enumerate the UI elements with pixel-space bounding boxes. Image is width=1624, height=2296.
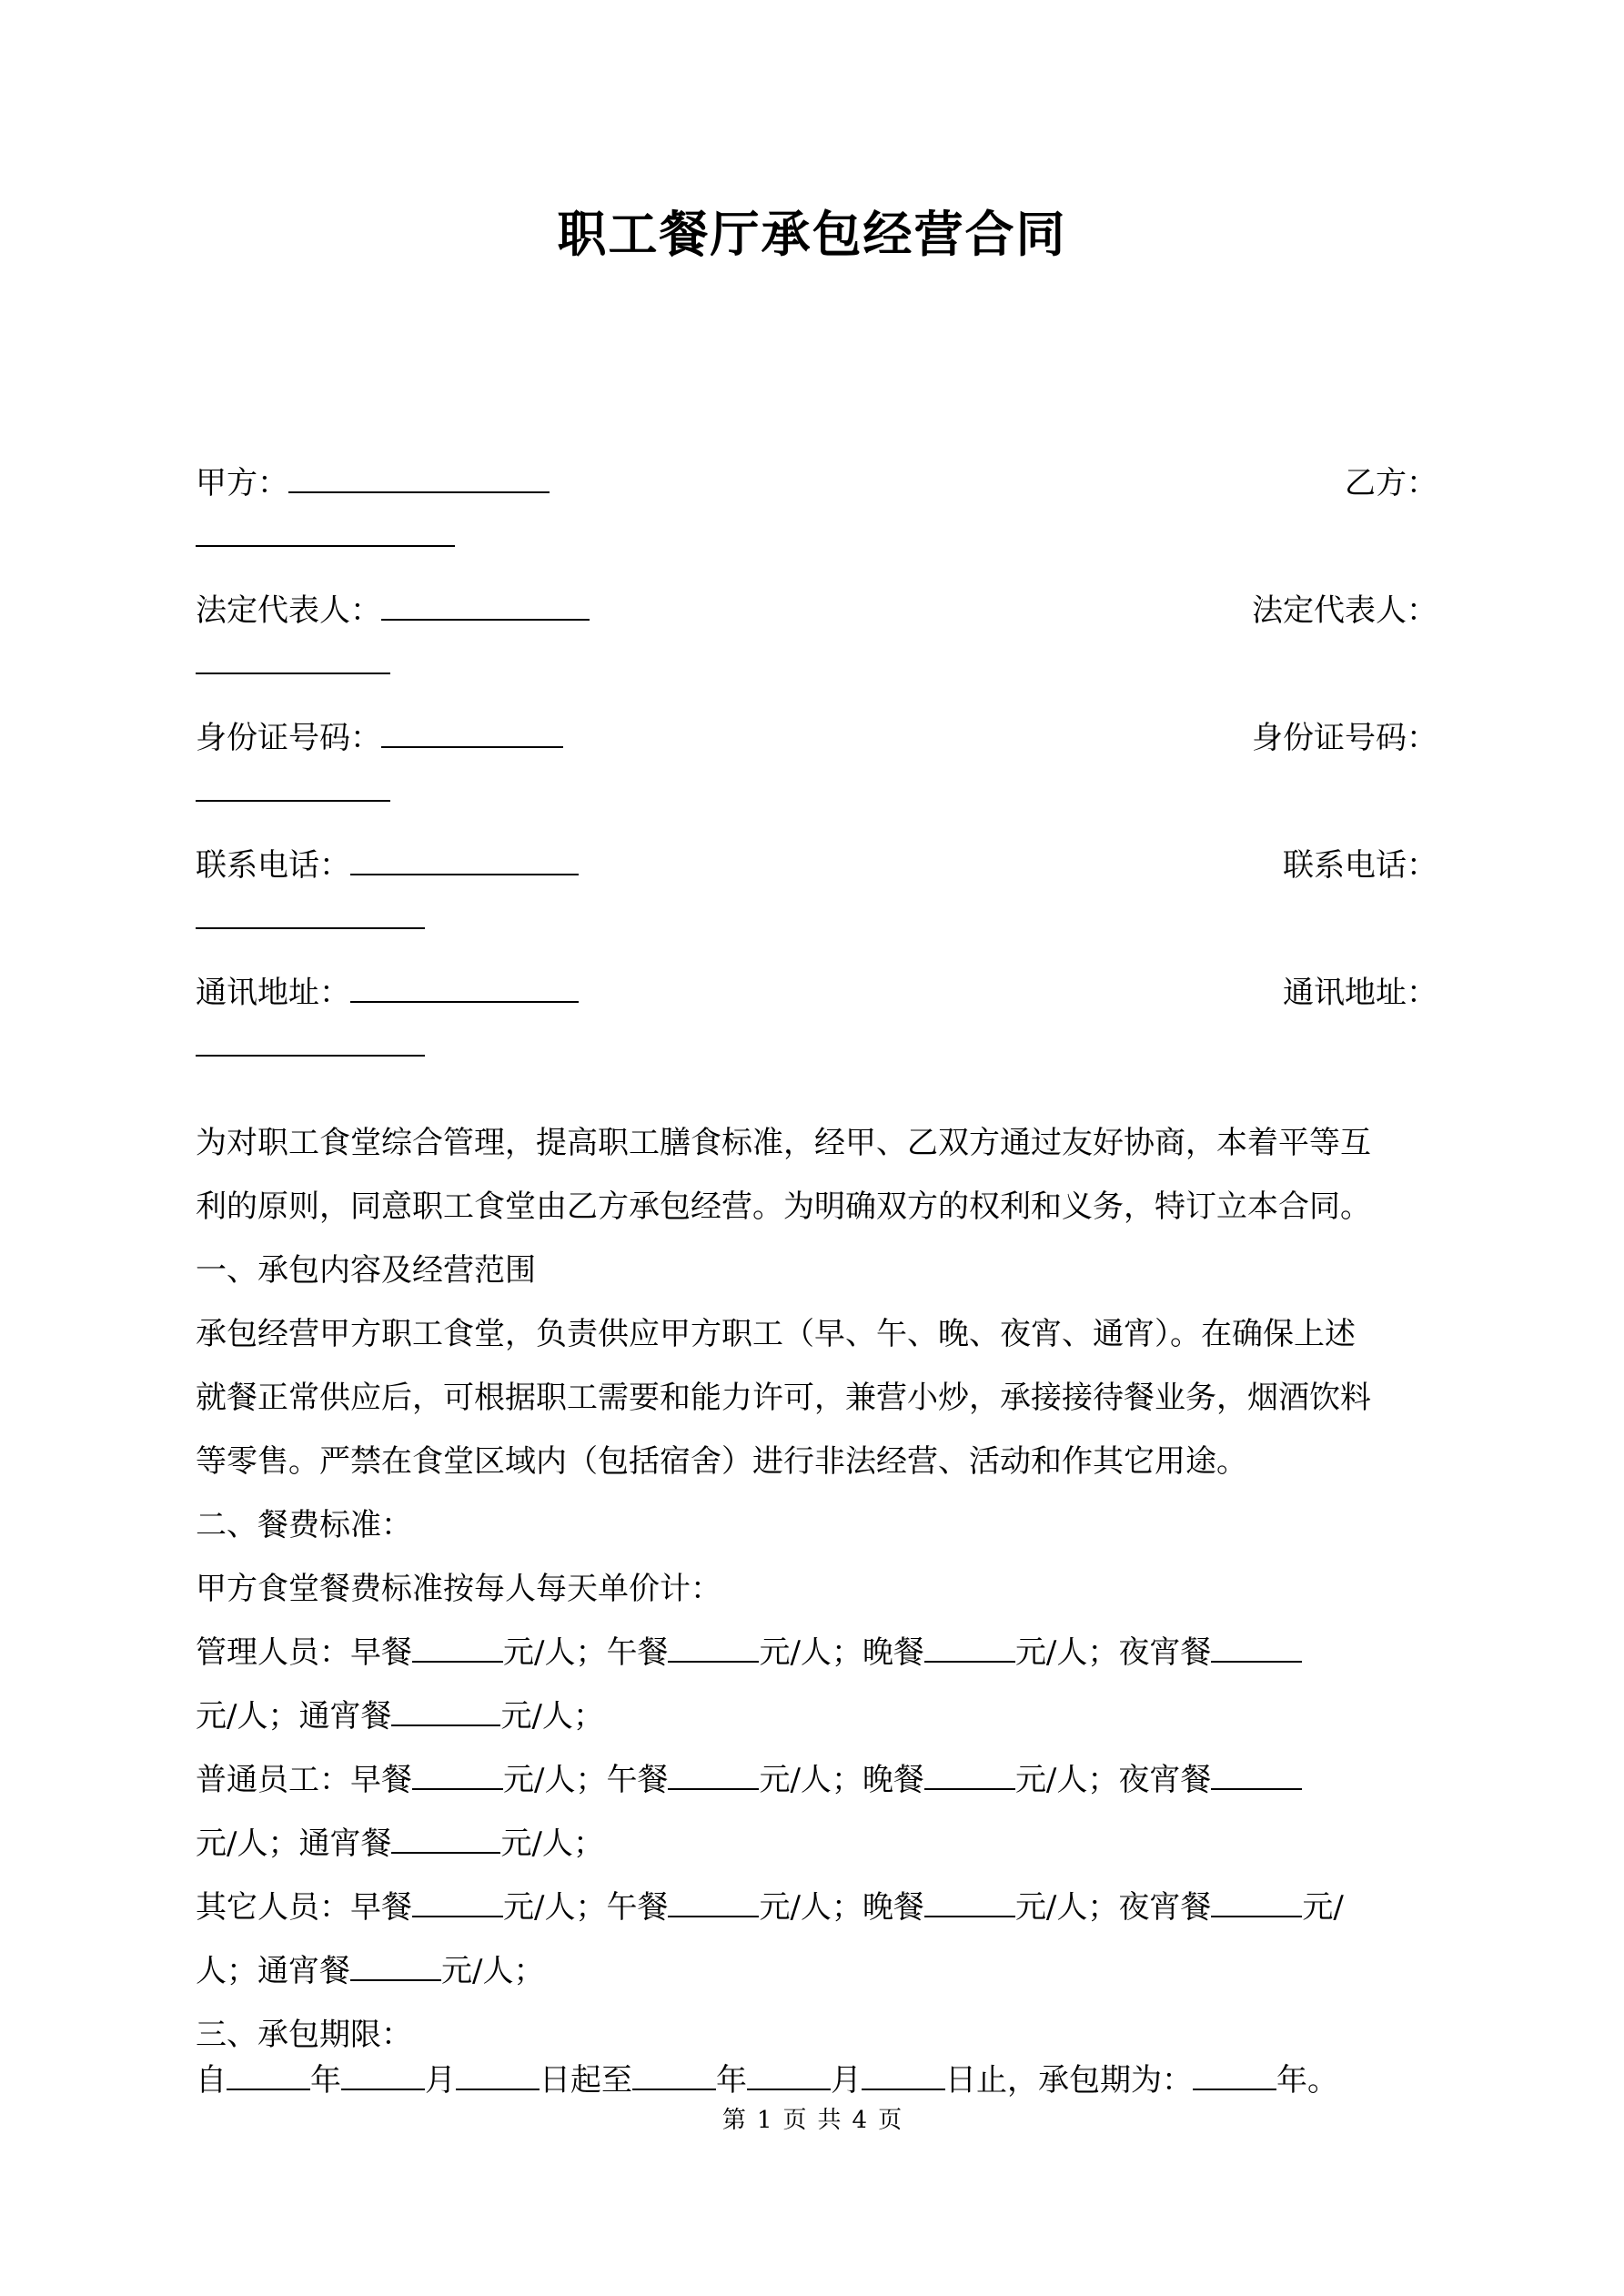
section2-intro: 甲方食堂餐费标准按每人每天单价计： [196, 1571, 721, 1607]
phone-b-blank [196, 900, 425, 929]
managers-breakfast-blank [412, 1633, 503, 1663]
document-title: 职工餐厅承包经营合同 [557, 205, 1067, 263]
term-line [196, 2058, 1437, 2102]
rep-a-blank [381, 592, 590, 621]
late-meal-label: 夜宵餐 [1118, 1634, 1212, 1671]
managers-label: 管理人员： [196, 1634, 350, 1671]
section2-heading: 二、餐费标准： [196, 1507, 412, 1543]
section3-heading: 三、承包期限： [196, 2017, 412, 2053]
preamble-line-2: 利的原则，同意职工食堂由乙方承包经营。为明确双方的权利和义务，特订立本合同。 [196, 1188, 1371, 1225]
staff-line-2 [196, 1822, 1437, 1866]
managers-lunch-blank [668, 1633, 759, 1663]
unit-label: 元/人 [500, 1698, 573, 1735]
party-b-continuation [196, 515, 1437, 559]
rep-a-label: 法定代表人： [196, 592, 381, 629]
start-year-blank [227, 2061, 310, 2090]
dinner-label: 晚餐 [862, 1762, 924, 1798]
managers-dinner-blank [924, 1633, 1015, 1663]
year-end-label: 年。 [1276, 2062, 1338, 2099]
total-unit: 页 [878, 2107, 903, 2134]
page-word: 第 [721, 2107, 746, 2134]
others-lunch-blank [668, 1888, 759, 1917]
rep-b-continuation [196, 642, 1437, 686]
lunch-label: 午餐 [606, 1634, 669, 1671]
phone-a-blank [350, 846, 579, 875]
unit-label: 元/人 [759, 1889, 832, 1926]
month-label: 月 [831, 2062, 862, 2099]
phone-b-continuation [196, 897, 1437, 941]
others-dinner-blank [924, 1888, 1015, 1917]
breakfast-label: 早餐 [350, 1889, 412, 1926]
party-a-blank [288, 464, 550, 493]
managers-overnight-blank [391, 1697, 500, 1726]
day-end-label: 日止，承包期为： [945, 2062, 1193, 2099]
unit-end: 人； [196, 1953, 257, 1989]
address-a-label: 通讯地址： [196, 975, 350, 1011]
phone-a-line [196, 844, 1437, 887]
unit-label: 元/人 [500, 1826, 573, 1862]
address-b-blank [196, 1027, 425, 1057]
separator: ； [267, 1698, 299, 1735]
overnight-label: 通宵餐 [298, 1826, 392, 1862]
lunch-label: 午餐 [606, 1889, 669, 1926]
separator: ； [831, 1889, 862, 1926]
dinner-label: 晚餐 [862, 1634, 924, 1671]
total-word: 共 [817, 2107, 842, 2134]
breakfast-label: 早餐 [350, 1634, 412, 1671]
party-b-blank [196, 518, 455, 547]
id-a-label: 身份证号码： [196, 720, 381, 756]
party-a-line [196, 461, 1437, 505]
unit-label: 元/人 [196, 1826, 268, 1862]
separator: ； [267, 1826, 299, 1862]
rep-b-blank [196, 645, 390, 674]
managers-late-blank [1211, 1633, 1302, 1663]
rep-b-label: 法定代表人： [1252, 592, 1437, 629]
staff-lunch-blank [668, 1761, 759, 1790]
separator: ； [1087, 1634, 1119, 1671]
dinner-label: 晚餐 [862, 1889, 924, 1926]
late-meal-label: 夜宵餐 [1118, 1889, 1212, 1926]
unit-label: 元/人 [1014, 1889, 1088, 1926]
end-day-blank [862, 2061, 945, 2090]
separator: ； [513, 1953, 545, 1989]
month-label: 月 [425, 2062, 456, 2099]
staff-overnight-blank [391, 1825, 500, 1854]
staff-late-blank [1211, 1761, 1302, 1790]
staff-label: 普通员工： [196, 1762, 350, 1798]
start-day-blank [456, 2061, 540, 2090]
end-month-blank [747, 2061, 831, 2090]
total-pages: 4 [852, 2107, 868, 2134]
phone-b-label: 联系电话： [1283, 847, 1437, 884]
unit-label: 元/人 [441, 1953, 514, 1989]
others-label: 其它人员： [196, 1889, 350, 1926]
id-b-label: 身份证号码： [1252, 720, 1437, 756]
separator: ； [575, 1762, 607, 1798]
separator: ； [831, 1634, 862, 1671]
party-b-label: 乙方： [1345, 465, 1437, 501]
section1-line-1: 承包经营甲方职工食堂，负责供应甲方职工（早、午、晚、夜宵、通宵）。在确保上述 [196, 1316, 1356, 1352]
unit-label: 元/人 [503, 1634, 576, 1671]
page-unit: 页 [782, 2107, 807, 2134]
others-line-1 [196, 1886, 1437, 1929]
end-year-blank [632, 2061, 716, 2090]
separator: ； [572, 1698, 604, 1735]
staff-breakfast-blank [412, 1761, 503, 1790]
year-label: 年 [716, 2062, 747, 2099]
id-a-blank [381, 719, 563, 748]
others-line-2 [196, 1949, 1437, 1993]
address-a-line [196, 971, 1437, 1015]
phone-a-label: 联系电话： [196, 847, 350, 884]
unit-label: 元/人 [1014, 1762, 1088, 1798]
unit-label: 元/人 [1014, 1634, 1088, 1671]
unit-label: 元/人 [503, 1889, 576, 1926]
page-footer [0, 2104, 1624, 2137]
id-b-continuation [196, 770, 1437, 814]
from-label: 自 [196, 2062, 227, 2099]
day-to-label: 日起至 [540, 2062, 632, 2099]
separator: ； [831, 1762, 862, 1798]
section1-heading: 一、承包内容及经营范围 [196, 1252, 536, 1289]
managers-line-2 [196, 1694, 1437, 1738]
managers-line-1 [196, 1631, 1437, 1674]
separator: ； [575, 1634, 607, 1671]
separator: ； [1087, 1762, 1119, 1798]
lunch-label: 午餐 [606, 1762, 669, 1798]
unit-start: 元/ [1302, 1889, 1344, 1926]
others-late-blank [1211, 1888, 1302, 1917]
term-years-blank [1193, 2061, 1276, 2090]
staff-dinner-blank [924, 1761, 1015, 1790]
start-month-blank [341, 2061, 425, 2090]
address-b-continuation [196, 1025, 1437, 1068]
overnight-label: 通宵餐 [298, 1698, 392, 1735]
id-b-blank [196, 773, 390, 802]
unit-label: 元/人 [196, 1698, 268, 1735]
address-b-label: 通讯地址： [1283, 975, 1437, 1011]
year-label: 年 [310, 2062, 341, 2099]
unit-label: 元/人 [759, 1762, 832, 1798]
address-a-blank [350, 974, 579, 1003]
party-a-label: 甲方： [196, 465, 288, 501]
section1-line-2: 就餐正常供应后，可根据职工需要和能力许可，兼营小炒，承接接待餐业务，烟酒饮料 [196, 1380, 1371, 1416]
separator: ； [1087, 1889, 1119, 1926]
others-overnight-blank [350, 1952, 441, 1981]
separator: ； [572, 1826, 604, 1862]
staff-line-1 [196, 1758, 1437, 1802]
overnight-label: 通宵餐 [257, 1953, 350, 1989]
section1-line-3: 等零售。严禁在食堂区域内（包括宿舍）进行非法经营、活动和作其它用途。 [196, 1443, 1247, 1480]
preamble-line-1: 为对职工食堂综合管理，提高职工膳食标准，经甲、乙双方通过友好协商，本着平等互 [196, 1125, 1371, 1161]
unit-label: 元/人 [759, 1634, 832, 1671]
late-meal-label: 夜宵餐 [1118, 1762, 1212, 1798]
separator: ； [575, 1889, 607, 1926]
page-number: 1 [756, 2107, 772, 2134]
breakfast-label: 早餐 [350, 1762, 412, 1798]
unit-label: 元/人 [503, 1762, 576, 1798]
others-breakfast-blank [412, 1888, 503, 1917]
